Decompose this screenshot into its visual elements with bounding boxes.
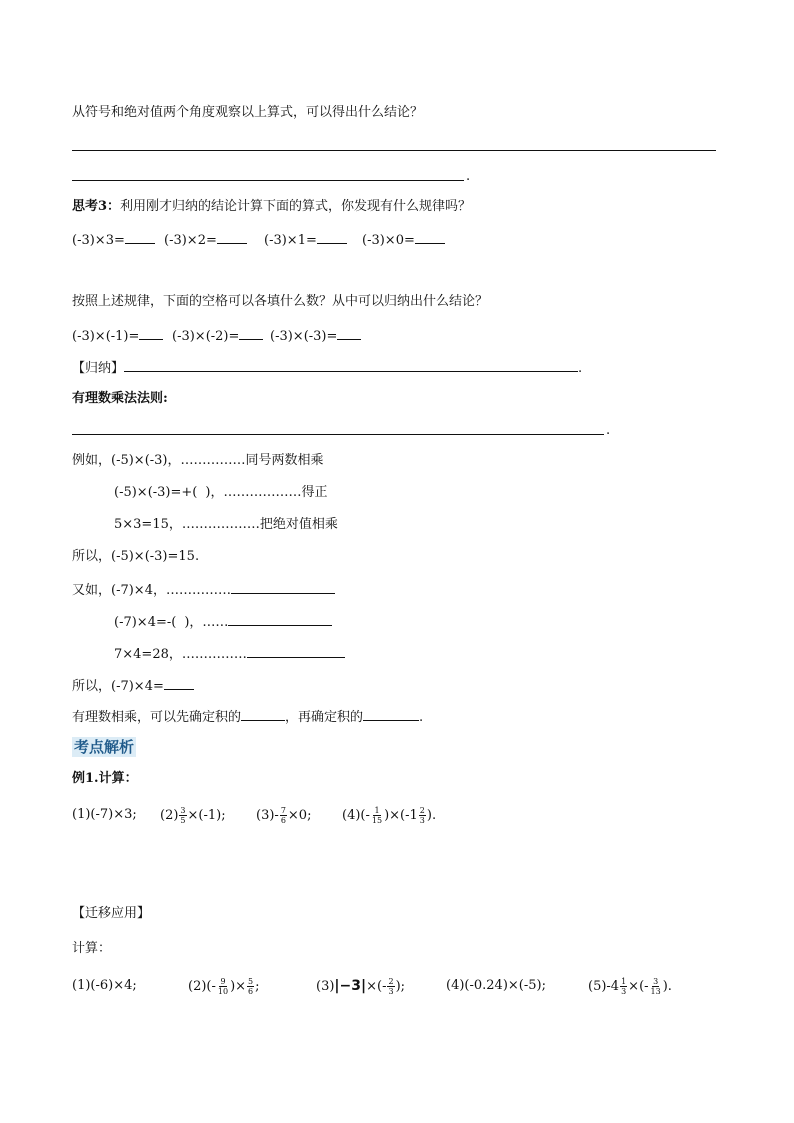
- line-end-period: .: [466, 169, 471, 184]
- observe-question: 从符号和绝对值两个角度观察以上算式，可以得出什么结论？: [72, 105, 424, 120]
- example-a-intro: 例如，(-5)×(-3)，……………同号两数相乘: [72, 453, 324, 468]
- blank: [337, 326, 361, 340]
- transfer-title: 【迁移应用】: [72, 906, 151, 921]
- example-a-result: 所以，(-5)×(-3)=15.: [72, 549, 200, 564]
- transfer-sub: 计算：: [72, 941, 112, 956]
- problem-4: (4)(-0.24)×(-5);: [446, 978, 546, 993]
- problem-1: (1)(-7)×3;: [72, 807, 137, 822]
- example-b-result: 所以，(-7)×4=: [72, 676, 194, 696]
- expr: (-3)×(-3)=: [270, 329, 338, 344]
- example-a-step1: (-5)×(-3)=+( )，………………得正: [114, 485, 328, 500]
- blank: [125, 230, 155, 244]
- think3-question: 利用刚才归纳的结论计算下面的算式，你发现有什么规律吗？: [120, 199, 472, 214]
- transfer-problems: [72, 977, 712, 1001]
- blank: [239, 326, 263, 340]
- blank: [317, 230, 347, 244]
- blank: [247, 644, 345, 658]
- rule-title: 有理数乘法法则:: [72, 391, 168, 406]
- blank: [415, 230, 445, 244]
- think3-label: 思考3：: [72, 199, 121, 214]
- summary-line: [72, 358, 582, 378]
- expr: (-3)×(-2)=: [172, 329, 240, 344]
- think3-line: [72, 198, 471, 216]
- example-b-step2: 7×4=28，……………: [114, 644, 345, 664]
- problem-3: (3)|−3|×(- $\frac{2}{3}$ );: [316, 977, 406, 996]
- problem-5: (5)-4 $\frac{1}{3}$ ×(- $\frac{3}{13}$ ).: [588, 977, 672, 996]
- blank: [231, 580, 335, 594]
- line-end-period: .: [578, 361, 583, 376]
- think3-row: [72, 230, 472, 250]
- expr: (-3)×2=: [164, 233, 217, 248]
- expr: (-3)×1=: [264, 233, 317, 248]
- conclusion-line: 有理数相乘，可以先确定积的 ，再确定积的 .: [72, 707, 423, 727]
- section-heading: [72, 737, 136, 759]
- blank: [241, 707, 285, 721]
- line-end-period: .: [606, 423, 611, 438]
- example-b-step1: (-7)×4=-( )，……: [114, 612, 332, 632]
- summary-label: 【归纳】: [72, 361, 125, 376]
- answer-line: [72, 150, 716, 151]
- blank: [363, 707, 419, 721]
- pattern-row: [72, 326, 472, 346]
- example1-title: 例1.计算：: [72, 771, 138, 786]
- section-title: 考点解析: [74, 738, 135, 756]
- blank: [228, 612, 332, 626]
- blank: [139, 326, 163, 340]
- problem-1: (1)(-6)×4;: [72, 978, 137, 993]
- expr: (-3)×3=: [72, 233, 125, 248]
- blank: [164, 676, 194, 690]
- problem-3: (3)- $\frac{7}{6}$ ×0;: [256, 806, 312, 825]
- problem-2: (2)(- $\frac{9}{10}$ )× $\frac{5}{6}$ ;: [188, 977, 260, 996]
- blank: [217, 230, 247, 244]
- example1-problems: [72, 806, 472, 830]
- absolute-value: |−3|: [334, 978, 367, 994]
- answer-line: [72, 434, 604, 435]
- problem-2: (2) $\frac{3}{5}$ ×(-1);: [160, 806, 226, 825]
- expr: (-3)×(-1)=: [72, 329, 140, 344]
- example-a-step2: 5×3=15，………………把绝对值相乘: [114, 517, 338, 532]
- problem-4: (4)(- $\frac{1}{15}$ )×(-1 $\frac{2}{3}$ ).: [342, 806, 437, 825]
- blank: [124, 358, 578, 372]
- expr: (-3)×0=: [362, 233, 415, 248]
- pattern-question: 按照上述规律，下面的空格可以各填什么数？从中可以归纳出什么结论？: [72, 294, 489, 309]
- answer-line: [72, 180, 464, 181]
- example-b-intro: 又如，(-7)×4，……………: [72, 580, 335, 600]
